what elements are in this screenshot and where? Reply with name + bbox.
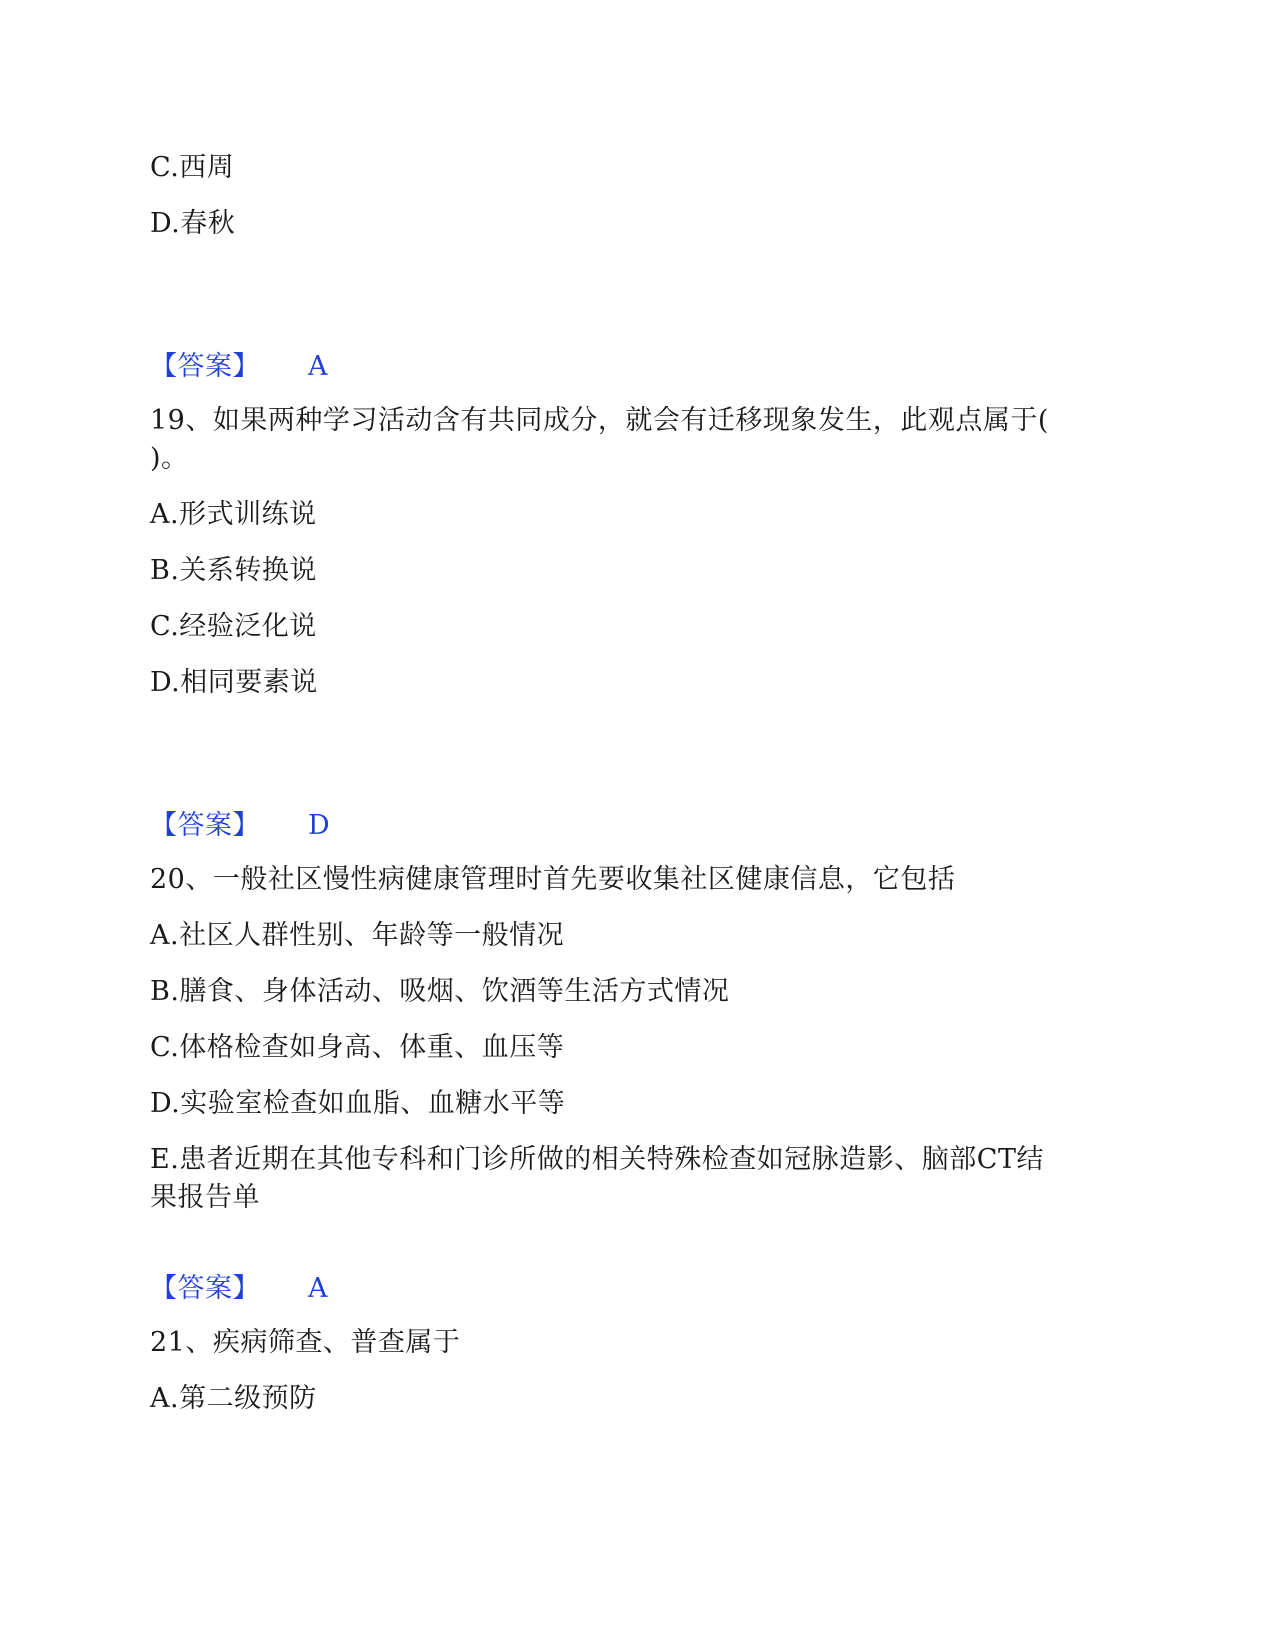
option-d: D.实验室检查如血脂、血糖水平等	[150, 1088, 566, 1119]
question-stem-cont: )。	[150, 443, 189, 474]
option-d: D.相同要素说	[150, 667, 318, 698]
answer-label: 【答案】	[150, 810, 260, 841]
answer-value: A	[308, 351, 328, 382]
question-stem: 21、疾病筛查、普查属于	[150, 1327, 461, 1358]
answer-label: 【答案】	[150, 1273, 260, 1304]
question-stem: 20、一般社区慢性病健康管理时首先要收集社区健康信息，它包括	[150, 864, 956, 895]
option-c: C.西周	[150, 152, 235, 183]
option-c: C.经验泛化说	[150, 611, 317, 642]
option-a: A.形式训练说	[150, 499, 317, 530]
answer-value: A	[308, 1273, 328, 1304]
question-stem: 19、如果两种学习活动含有共同成分，就会有迁移现象发生，此观点属于(	[150, 405, 1049, 436]
option-d: D.春秋	[150, 208, 236, 239]
option-c: C.体格检查如身高、体重、血压等	[150, 1032, 565, 1063]
answer-row	[150, 349, 550, 385]
answer-label: 【答案】	[150, 351, 260, 382]
answer-value: D	[308, 810, 331, 841]
option-b: B.膳食、身体活动、吸烟、饮酒等生活方式情况	[150, 976, 730, 1007]
option-e-cont: 果报告单	[150, 1182, 260, 1213]
option-a: A.第二级预防	[150, 1383, 317, 1414]
option-b: B.关系转换说	[150, 555, 317, 586]
answer-row	[150, 1271, 550, 1307]
answer-row	[150, 808, 550, 844]
option-a: A.社区人群性别、年龄等一般情况	[150, 920, 565, 951]
option-e: E.患者近期在其他专科和门诊所做的相关特殊检查如冠脉造影、脑部CT结	[150, 1144, 1044, 1175]
